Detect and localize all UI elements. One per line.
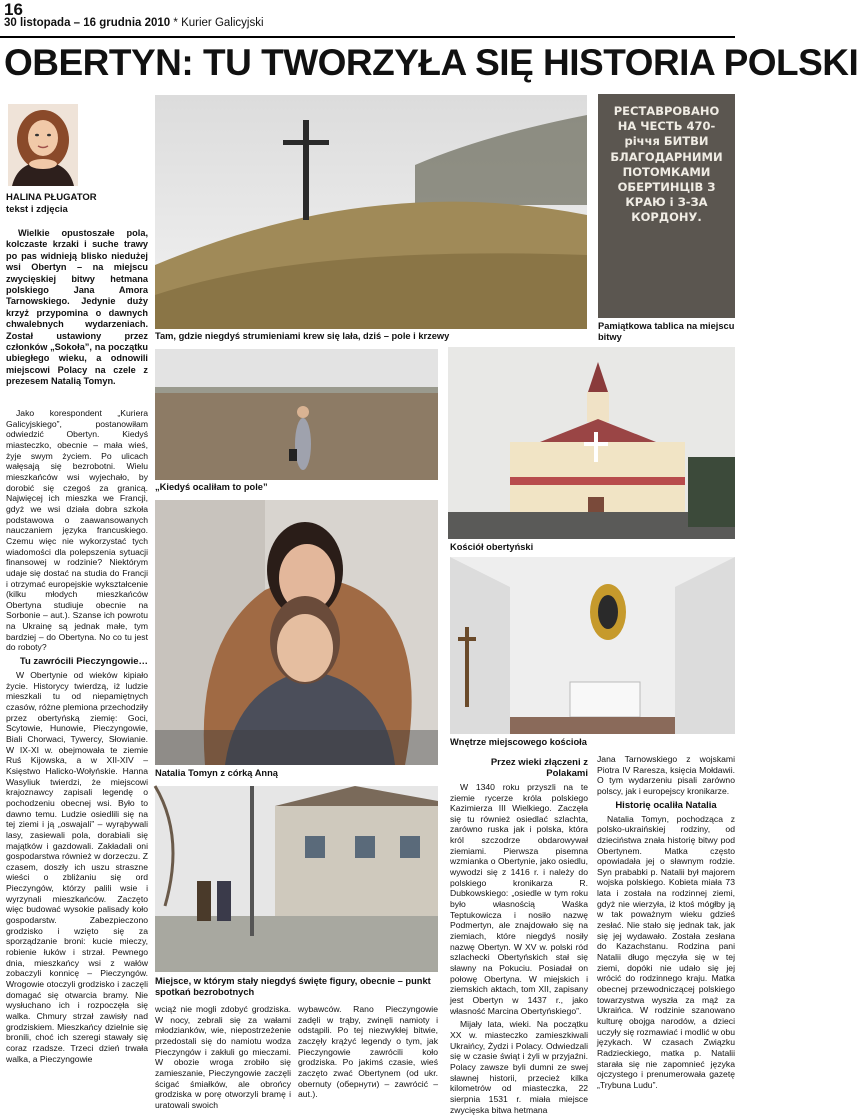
article-column-1 bbox=[6, 408, 148, 1106]
column-5-paragraph: Natalia Tomyn, pochodząca z polsko-ukraińskiej rodziny, od dzieciństwa znała historię bitwy pod Obertynem. Matka często opowiadała jej o sławnym rodzie. Syn prababki p. Natalii był majorem wojska polskiego. Kobieta miała 73 lata i została na rodzinnej ziemi, gdyż nie wierzyła, iż ktoś mógłby ją w tak poważnym wieku gdzieś zesłać. Nie stało się jednak tak, jak się jej wydawało. Została zesłana do Kazachstanu. Rodzina pani Natalii długo męczyła się w tej ziemi, dopóki nie udało się jej wrócić do rodzinnego kraju. Matka obecnej przewodniczącej polskiego towarzystwa wyszła za mąż za Ukraińca. W rodzinie szanowano kulturę obojga narodów, a dzieci uczyły się rozmawiać i modlić w obu językach. W czasach Związku Radzieckiego, matka p. Natalii starała się nie zapomnieć języka ojczystego i prenumerowała gazetę „Trybuna Ludu”. bbox=[597, 813, 735, 1090]
column-3-paragraph: wybawców. Rano Pieczyngowie zadęli w trąby, zwinęli namioty i odstąpili. Po tej niezwykłej bitwie, zaczęły krążyć legendy o tym, jak Pieczyngowie zawrócili koło grodziska. Po jakimś czasie, wieś zaczęto zwać Obertynem (od ukr. obernuty (обернути) – zawrócić – aut.). bbox=[298, 1004, 438, 1100]
photo-street bbox=[155, 786, 438, 972]
article-column-2 bbox=[155, 1004, 291, 1110]
column-4-paragraph: Mijały lata, wieki. Na początku XX w. miasteczko zamieszkiwali Ukraińcy, Żydzi i Polacy. Odwiedzali się w czasie świąt i żyli w przyjaźni. Polacy zawsze byli dumni ze swej sławnej historii, przecież kilka kilometrów od miasteczka, 22 sierpnia 1531 r. miała miejsce zwycięska bitwa hetmana bbox=[450, 1019, 588, 1115]
caption-mother-daughter: Natalia Tomyn z córką Anną bbox=[155, 768, 278, 778]
subheading-natalia: Historię ocaliła Natalia bbox=[615, 799, 717, 811]
photo-church-interior bbox=[450, 557, 735, 734]
photo-field-woman bbox=[155, 349, 438, 480]
article-lead: Wielkie opustoszałe pola, kolczaste krzaki i suche trawy po pas widnieją blisko niedużej wsi Obertyn – na miejscu zwycięskiej bitwy hetmana polskiego Jana Amora Tarnowskiego. Jedynie duży krzyż przypomina o dawnych chwalebnych wydarzeniach. Został ustawiony przez członków „Sokoła”, na początku ubiegłego wieku, a odnowili miejscowi Polacy na czele z prezesem Natalią Tomyn. bbox=[6, 228, 148, 387]
subheading-pieczyngowie: Tu zawrócili Pieczyngowie… bbox=[19, 656, 148, 668]
column-4-paragraph: W 1340 roku przyszli na te ziemie rycerze króla polskiego Kazimierza III Wielkiego. Zaczęła się tu również osiedlać szlachta, zarówno ruska jak i polska, która król szczodrze obdarowywał ziemiami. Pierwsza pisemna wzmianka o Obertynie, jako osiedlu, wywodzi się z 1416 r. i należy do polskiego kronikarza R. Dubkowskiego: „osiedle w tym roku było własnością Waśka Teptukowicza i nosiło nazwę Podmertyn, ale znajdowało się na ziemiach, które niegdyś nosiły nazwę Obertyn. W XV w. polski ród szlachecki Obertyńskich stał się sławny na Pokuciu. Posiadał on połowę Obertyna. W miejskich i ziemskich aktach, tom XII, zapisany jest Obertyn w 1437 r., jako własność Marcina Obertyńskiego”. bbox=[450, 781, 588, 1016]
plaque-inscription: РЕСТАВРОВАНО НА ЧЕСТЬ 470-річчя БИТВИ БЛАГОДАРНИМИ ПОТОМКАМИ ОБЕРТИНЦІВ З КРАЮ і З-ЗА КОРДОНУ. bbox=[610, 104, 723, 225]
author-byline bbox=[6, 192, 97, 216]
publication-name: Kurier Galicyjski bbox=[181, 17, 264, 29]
photo-mother-daughter bbox=[155, 500, 438, 765]
subheading-polacy: Przez wieki złączeni z Polakami bbox=[490, 757, 588, 779]
column-1-paragraph: Jako korespondent „Kuriera Galicyjskiego”, postanowiłam odwiedzić Obertyn. Kiedyś miasteczko, obecnie – mała wieś, żyje swym życiem. Po ulicach wałęsają się bezrobotni. Wielu mieszkańców wsi wyjechało, by dorobić się czegoś za granicą. Najwięcej ich mieszka we Francji, gdyż we wsi działa dobra szkoła podstawowa o zaawansowanych nauczaniem języka francuskiego. Czemu więc nie wykorzystać tych wiadomości dla polepszenia sytuacji finansowej w rodzinie? Niektórym udaje się dostać na studia do Francji i otrzymać europejskie wykształcenie (kilku młodych mieszkańców Obertyna studiuje obecnie na Sorbonie – aut.). Szanse ich powrotu na Ukrainę są jednak małe, tym bardziej – do Obertyna. No co tu jest do roboty? bbox=[6, 408, 148, 653]
caption-field: „Kiedyś ocaliłam to pole” bbox=[155, 482, 268, 492]
caption-cross: Tam, gdzie niegdyś strumieniami krew się lała, dziś – pole i krzewy bbox=[155, 331, 450, 341]
header-rule bbox=[0, 36, 735, 38]
author-name: HALINA PŁUGATOR bbox=[6, 192, 97, 203]
photo-cross-hill bbox=[155, 95, 587, 329]
photo-memorial-plaque bbox=[598, 94, 735, 318]
column-1-paragraph: W Obertynie od wieków kipiało życie. Historycy twierdzą, iż ludzie mieszkali tu od niepamiętnych czasów, różne plemiona przechodziły przez obertyńską ziemię: Goci, Scytowie, Hunowie, Pieczyngowie, Biali Chorwaci, Tywercy, Słowianie. W IX-XI w. obejmowała te ziemie Ruś Kijowska, a w XII-XIV – Księstwo Halicko-Wołyńskie. Hanna Wasyliuk twierdzi, że miejscowi krajoznawcy zapisali legendę o pochodzeniu obecnej wsi. Było to dawno temu. Ludzie osiedlili się na tej ziemi i ją „oswajali” – wyrąbywali lasy, zasiewali pola, dorabiali się majątków i gazdowali. Zakładali oni gospodarstwa również w dorzeczu. Z czasem, doszły ich uszu straszne wieści o zbliżaniu się ord Pieczyngów, którzy palili wsie i wyrzynali mieszkańców. Zaczęto więc budować wysokie palisady koło gospodarstw. Zabezpieczono grodzisko i wzięto się za sporządzanie broni: kucie mieczy, robienie łuków i strzał. Pewnego dnia, mieszkańcy wsi z wałów zobaczyli konnicę – Pieczyngów. Wrogowie otoczyli grodzisko i zaczęli domagać się otwarcia bramy. Nie wysłuchano ich i rozpoczęła się walka. Chmury strzał zawisły nad grodziskiem. Mieszkańcy dzielnie się bronili, choć ich szeregi stawały się coraz rzadsze. Trzeci dzień trwała walka, a Pieczyngowie bbox=[6, 670, 148, 1064]
caption-street: Miejsce, w którym stały niegdyś święte figury, obecnie – punkt spotkań bezrobotnych bbox=[155, 976, 431, 997]
author-portrait bbox=[8, 104, 78, 186]
caption-church: Kościół obertyński bbox=[450, 542, 534, 552]
running-header bbox=[4, 17, 264, 29]
column-5-paragraph: Jana Tarnowskiego z wojskami Piotra IV Raresza, księcia Mołdawii. O tym wydarzeniu pisali zarówno polscy, jak i europejscy kronikarze. bbox=[597, 754, 735, 796]
photo-church-exterior bbox=[448, 347, 735, 539]
issue-date: 30 listopada – 16 grudnia 2010 bbox=[4, 17, 171, 29]
column-2-paragraph: wciąż nie mogli zdobyć grodziska. W nocy, zebrali się za wałami młodzianków, wie, niepostrzeżenie przedostali się do namiotu wodza Pieczyngów i zakłuli go mieczami. W obozie wroga zrobiło się zamieszanie, Pieczyngowie zaczęli ścigać śmiałków, ale obrońcy grodziska w porę otworzyli bramę i uratowali swoich bbox=[155, 1004, 291, 1110]
caption-plaque: Pamiątkowa tablica na miejscu bitwy bbox=[598, 321, 735, 342]
author-role: tekst i zdjęcia bbox=[6, 203, 68, 215]
article-column-4 bbox=[450, 754, 588, 1115]
page-number: 16 bbox=[4, 0, 23, 19]
caption-interior: Wnętrze miejscowego kościoła bbox=[450, 737, 587, 747]
article-column-5 bbox=[597, 754, 735, 1106]
header-separator: * bbox=[173, 17, 178, 29]
article-column-3 bbox=[298, 1004, 438, 1106]
article-headline: OBERTYN: TU TWORZYŁA SIĘ HISTORIA POLSKI bbox=[4, 42, 858, 83]
